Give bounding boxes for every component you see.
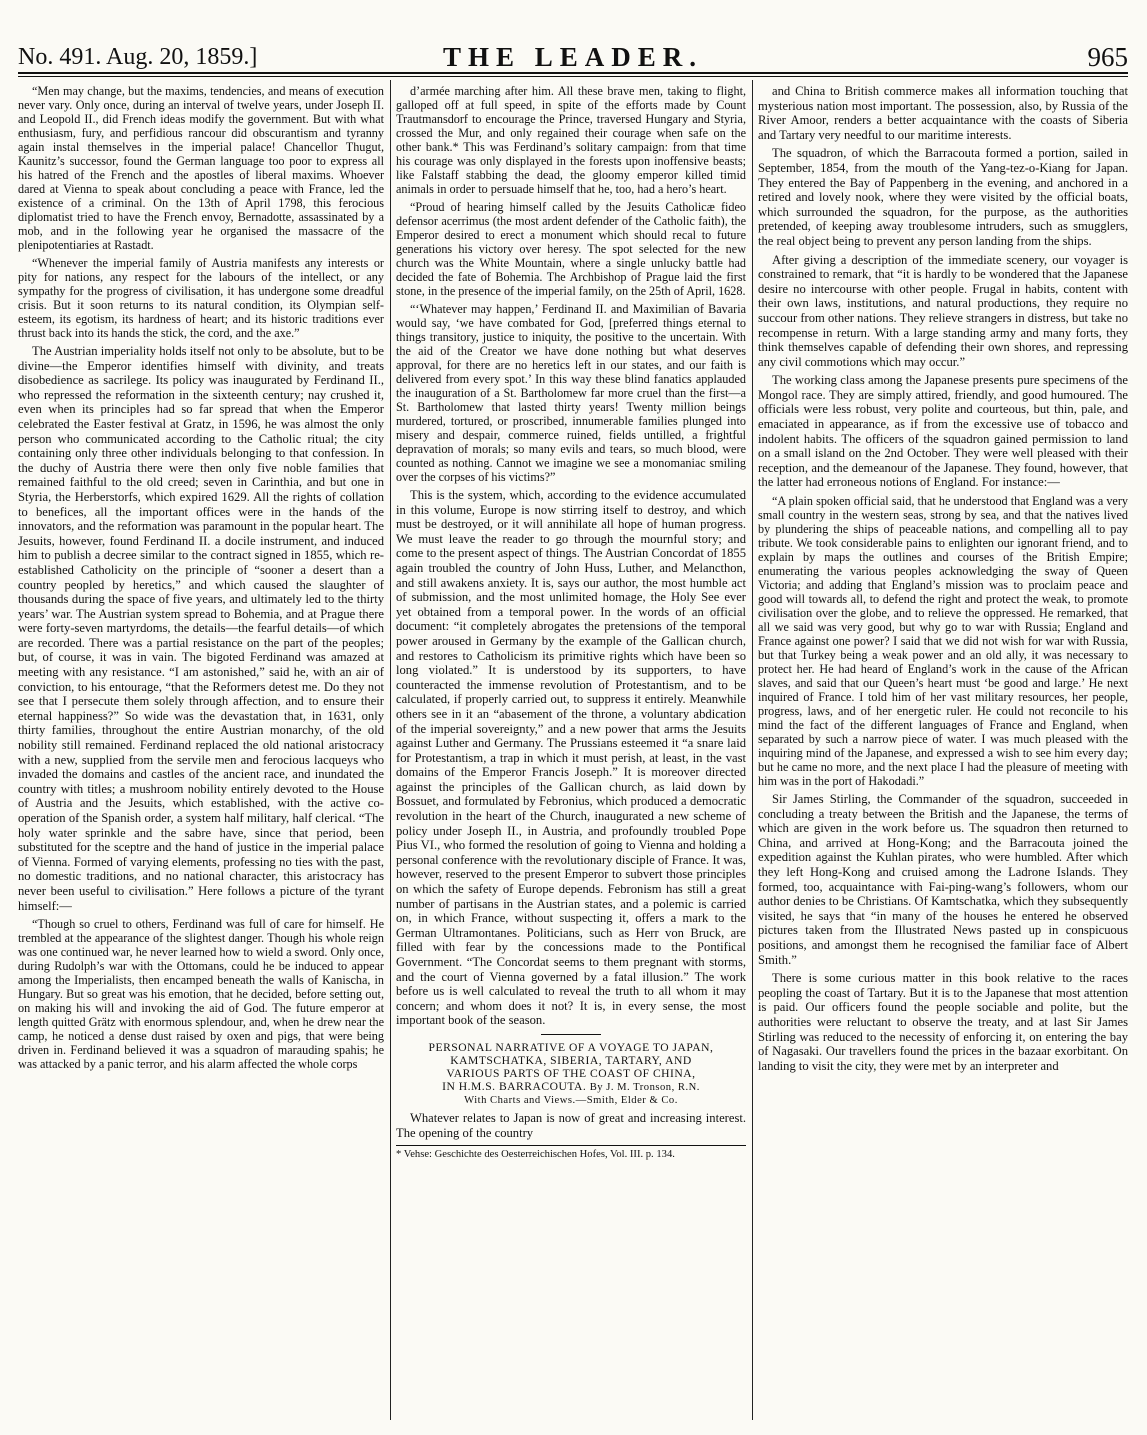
column-divider [752,80,753,1420]
issue-number: No. 491. [18,44,102,70]
paragraph: d’armée marching after him. All these brave men, taking to flight, galloped off at full speed, in spite of the efforts made by Count Trautmansdorf to encourage the Prince, traversed Hungary and Styria, crossed the Mur, and only regained their courage when safe on the other bank.* This was Ferdinand’s solitary campaign: from that time his courage was only displayed in the forests upon inoffensive beasts; like Falstaff stabbing the dead, the gloomy emperor killed timid animals in order to persuade himself that he, too, had a hero’s heart. [396,84,746,196]
review-title-line: IN H.M.S. BARRACOUTA. [442,1079,587,1093]
column-divider [390,80,391,1420]
paragraph: “Whenever the imperial family of Austria manifests any interests or pity for nations, any respect for the labours of the intellect, or any sympathy for the progress of civilisation, it has undergone some dreadful crisis. But it soon returns to its natural condition, its Olympian self-esteem, its egotism, its hardness of heart; and its historic traditions ever thrust back into its hands the stick, the cord, and the axe.” [18,256,384,340]
review-publisher: With Charts and Views.—Smith, Elder & Co. [464,1094,678,1106]
review-author: By J. M. Tronson, R.N. [589,1081,700,1093]
review-title-line: VARIOUS PARTS OF THE COAST OF CHINA, [446,1066,696,1080]
paragraph: The squadron, of which the Barracouta formed a portion, sailed in September, 1854, from the mouth of the Yang-tez-o-Kiang for Japan. They entered the Bay of Pappenberg in the evening, and anchored in a retired and lovely nook, where they were visited by the official boats, which surrounded the squadron, for the purpose, as the authorities pretended, of keeping away troublesome intruders, such as smugglers, the real object being to prevent any person landing from the ships. [758,146,1128,248]
paragraph: “Though so cruel to others, Ferdinand was full of care for himself. He trembled at the appearance of the slightest danger. Though his whole reign was one continued war, he never learned how to wield a sword. Only once, during Rudolph’s war with the Ottomans, could he be induced to appear among the Imperialists, then encamped beneath the walls of Kanischa, in Hungary. But so great was his emotion, that he decided, before setting out, on making his will and invoking the aid of God. The future emperor at length quitted Grätz with enormous splendour, and, when he drew near the camp, he noticed a dense dust raised by oxen and pigs, that were being driven in. Ferdinand believed it was a squadron of marauding spahis; he was attacked by a panic terror, and his alarm affected the whole corps [18,917,384,1072]
paragraph: This is the system, which, according to the evidence accumulated in this volume, Europe is now stirring itself to destroy, and which must be destroyed, or it will annihilate all hope of human progress. We must leave the reader to go through the mournful story; and come to the present aspect of things. The Austrian Concordat of 1855 again troubled the country of John Huss, Luther, and Melancthon, and still awakens anxiety. It is, says our author, the most humble act of submission, and the most unlimited homage, the Holy See ever yet obtained from a temporal power. In the words of an official document: “it completely abrogates the pretensions of the temporal power aroused in Germany by the example of the Gallican church, and restores to Catholicism its primitive rights which have been so long violated.” It is understood by its supporters, to have counteracted the immense revolution of Protestantism, and to be calculated, if properly carried out, to suppress it entirely. Meanwhile others see in it an “abasement of the throne, a voluntary abdication of the imperial sovereignty,” and a new power that arms the Jesuits against Luther and Germany. The Prussians esteemed it “a snare laid for Protestantism, a trap in which it must perish, at least, in the vast domains of the Emperor Francis Joseph.” It is moreover directed against the principles of the Gallican church, as laid down by Bossuet, and formulated by Febronius, which produced a democratic revolution in the heart of the Church, inaugurated a new scheme of policy under Joseph II., in Austria, and profoundly troubled Pope Pius VI., who formed the resolution of going to Vienna and holding a personal conference with the revolutionary disciple of France. It was, however, reserved to the present Emperor to subvert those principles on which the safety of Europe depends. Febronism has still a great number of partisans in the Austrian states, and a polemic is carried on, in which France, without suspecting it, offers a mark to the German Ultramontanes. Politicians, such as Herr von Bruck, are filled with fear by the concessions made to the Pontifical Government. “The Concordat seems to them pregnant with storms, and the court of Vienna governed by a fatal illusion.” The work before us is well calculated to reveal the truth to all whom it may concern; and whom does it not? It is, in every sense, the most important book of the season. [396,488,746,1028]
column-1 [18,84,384,1419]
page-number: 965 [1087,42,1128,72]
section-separator [541,1034,601,1035]
paragraph: After giving a description of the immediate scenery, our voyager is constrained to remark, that “it is hardly to be wondered that the Japanese desire no intercourse with other people. Frugal in habits, content with their own laws, institutions, and natural productions, they require no succour from other nations. They relieve strangers in distress, but take no recompense in return. With a large standing army and many forts, they think themselves capable of defending their own shores, and repressing any civil commotions which may occur.” [758,252,1128,369]
review-intro: Whatever relates to Japan is now of great and increasing interest. The opening of the country [396,1110,746,1140]
column-3 [758,84,1128,1419]
paragraph: The working class among the Japanese presents pure specimens of the Mongol race. They are simply attired, friendly, and good humoured. The officials were less robust, very polite and courteous, but thin, pale, and emaciated in appearance, as if from the excessive use of tobacco and indolent habits. The officers of the squadron gained permission to land on a small island on the 2nd October. They were well pleased with their reception, and the demeanour of the Japanese. They found, however, that the latter had erroneous notions of England. For instance:— [758,373,1128,490]
masthead [18,36,1128,72]
newspaper-title: THE LEADER. [442,42,704,72]
paragraph: “Men may change, but the maxims, tendencies, and means of execution never vary. Only once, during an interval of twelve years, under Joseph II. and Leopold II., did French ideas modify the government. But with what enthusiasm, fury, and perfidious rancour did obscurantism and tyranny again instal themselves in the imperial palace! Chancellor Thugut, Kaunitz’s successor, found the German language too poor to express all his hatred of the French and the apostles of liberal maxims. Whoever dared at Vienna to speak about concluding a peace with France, led the existence of a criminal. On the 13th of April 1798, this ferocious diplomatist tried to have the French envoy, Bernadotte, assassinated by a mob, and in the following year he organised the massacre of the plenipotentiaries at Rastadt. [18,84,384,252]
paragraph: There is some curious matter in this book relative to the races peopling the coast of Tartary. But it is to the Japanese that most attention is paid. Our officers found the people sociable and polite, but the authorities were reluctant to observe the treaty, and at last Sir James Stirling was reduced to the necessity of enforcing it, on entering the bay of Nagasaki. Our travellers found the prices in the bazaar exorbitant. On landing to visit the city, they were met by an interpreter and [758,971,1128,1073]
paragraph: The Austrian imperiality holds itself not only to be absolute, but to be divine—the Emperor identifies himself with divinity, and treats disobedience as sacrilege. Its policy was inaugurated by Ferdinand II., who repressed the reformation in the sixteenth century; nay crushed it, even when its principles had so far spread that when the Emperor celebrated the Easter festival at Gratz, in 1596, he was almost the only person who communicated according to the Catholic ritual; the city containing only three other individuals belonging to that confession. In the duchy of Austria there were then only five noble families that remained faithful to the old creed; seven in Carinthia, and but one in Styria, the Herberstorfs, which expired 1629. All the rights of collation to benefices, all the important offices were in the hands of the innovators, and the reformation was paramount in the popular heart. The Jesuits, however, found Ferdinand II. a docile instrument, and induced him to publish a decree similar to the contract signed in 1855, which re-established Catholicity on the principle of “sooner a desert than a country peopled by heretics,” and which caused the slaughter of thousands during the space of five years, and ultimately led to the thirty years’ war. The Austrian system spread to Bohemia, and at Prague there were forty-seven martyrdoms, the details—the fearful details—of which are recorded. There was a partial resistance on the part of the peoples; but, of course, it was in vain. The bigoted Ferdinand was amazed at meeting with any resistance. “I am astonished,” said he, with an air of conviction, to his entourage, “that the Reformers detest me. Do they not see that I persecute them solely through affection, and to ensure their eternal happiness?” So wide was the devastation that, in 1631, only thirty families, throughout the entire Austrian monarchy, of the old nobility still remained. Ferdinand replaced the old national aristocracy with a new, supplied from the servile men and ferocious lacqueys who invaded the domains and castles of the ancient race, and inundated the country with titles; a mushroom nobility entirely devoted to the House of Austria and the Jesuits, which established, with the active co-operation of the Spanish order, a system half military, half clerical. “The holy water sprinkle and the sabre have, since that period, been substituted for the sceptre and the hand of justice in the imperial palace of Vienna. Formed of varying elements, professing no ties with the past, no domestic traditions, and no national character, this aristocracy has never been useful to civilisation.” Here follows a picture of the tyrant himself:— [18,344,384,913]
header-rule [18,72,1128,74]
paragraph: Sir James Stirling, the Commander of the squadron, succeeded in concluding a treaty between the British and the Japanese, the terms of which are given in the work before us. The squadron then returned to China, and arrived at Hong-Kong; and the Barracouta joined the expedition against the Kuhlan pirates, who were humbled. After which they left Hong-Kong and cruised among the Ladrone Islands. They formed, too, acquaintance with Fai-ping-wang’s followers, whom our author denies to be Christians. Of Kamtschatka, which they subsequently visited, he says that “in many of the houses he entered he observed pictures taken from the Illustrated News pasted up in conspicuous positions, and amongst them he recognised the familiar face of Albert Smith.” [758,792,1128,967]
paragraph: “Proud of hearing himself called by the Jesuits Catholicæ fideo defensor acerrimus (the most ardent defender of the Catholic faith), the Emperor desired to erect a monument which should recal to future generations his victory over heresy. The spot selected for the new church was the White Mountain, where a single unlucky battle had decided the fate of Bohemia. The Archbishop of Prague laid the first stone, in the presence of the imperial family, on the 25th of April, 1628. [396,200,746,298]
column-2 [396,84,746,1419]
review-title-line: PERSONAL NARRATIVE OF A VOYAGE TO JAPAN, [428,1040,714,1054]
review-heading [396,1041,746,1107]
paragraph: and China to British commerce makes all information touching that mysterious nation most important. The possession, also, by Russia of the River Amoor, renders a better acquaintance with the coasts of Siberia and Tartary very needful to our maritime interests. [758,84,1128,142]
paragraph: “A plain spoken official said, that he understood that England was a very small country in the western seas, strong by sea, and that the natives lived by plundering the ships of peaceable nations, and compelling all to pay tribute. We took considerable pains to enlighten our ignorant friend, and to explain by maps the outlines and courses of the British Empire; enumerating the various peoples acknowledging the sway of Queen Victoria; and adding that England’s mission was to proclaim peace and good will towards all, to defend the right and protect the weak, to promote civilisation over the globe, and to relieve the oppressed. He remarked, that all we said was very good, but why go to war with Russia; England and France against one power? I said that we did not wish for war with Russia, but that Turkey being a weak power and an old ally, it was necessary to protect her. He had heard of England’s work in the cause of the African slaves, and said that our Queen’s heart must ‘be good and large.’ He next inquired of France. I told him of her vast military resources, her people, progress, laws, and of her energetic ruler. He could not reconcile to his mind the fact of the different languages of France and England, when separated by such a narrow piece of water. I was much pleased with the inquiring mind of the Japanese, and expressed a wish to see him every day; but he came no more, and the next place I had the pleasure of meeting with him was in the port of Hakodadi.” [758,494,1128,789]
header-rule-thin [18,76,1128,77]
review-title-line: KAMTSCHATKA, SIBERIA, TARTARY, AND [450,1053,692,1067]
paragraph: “‘Whatever may happen,’ Ferdinand II. and Maximilian of Bavaria would say, ‘we have combated for God, [preferred things eternal to things transitory, justice to iniquity, the positive to the uncertain. With the aid of the Creator we have done nothing but what deserves approval, for there are no heretics left in our states, and our faith is delivered from every spot.’ In this way these blind fanatics applauded the inauguration of a St. Bartholomew far more cruel than the first—a St. Bartholomew that lasted thirty years! Twenty million beings murdered, tortured, or proscribed, innumerable families plunged into misery and despair, commerce ruined, fields untilled, a frightful depravation of morals; so many evils and tears, so much blood, were counted as nothing. Cannot we imagine we see a monomaniac smiling over the corpses of his victims?” [396,302,746,484]
footnote: * Vehse: Geschichte des Oesterreichischen Hofes, Vol. III. p. 134. [396,1145,746,1161]
issue-date-text: Aug. 20, 1859.] [106,44,258,70]
